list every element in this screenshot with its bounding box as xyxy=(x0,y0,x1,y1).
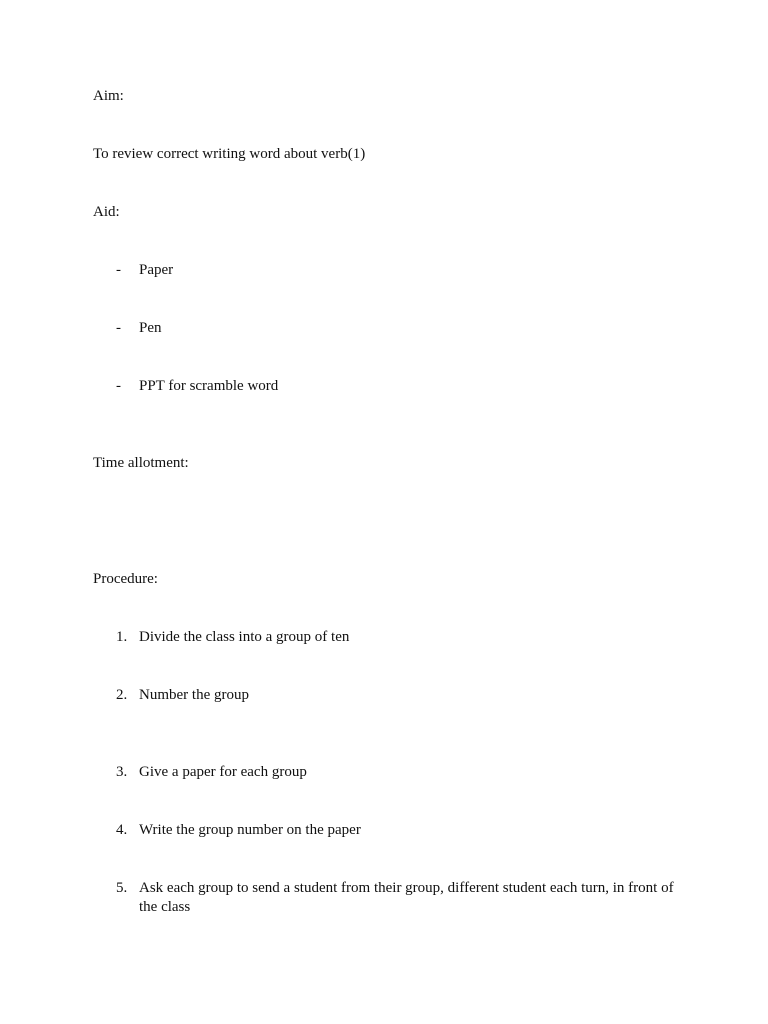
time-allotment-heading: Time allotment: xyxy=(93,455,189,471)
procedure-step-text: Write the group number on the paper xyxy=(139,822,361,838)
procedure-step-number: 3. xyxy=(116,764,128,780)
aim-text: To review correct writing word about verb(1) xyxy=(93,146,366,162)
procedure-step-text: Number the group xyxy=(139,687,249,703)
procedure-step-number: 5. xyxy=(116,880,128,896)
procedure-step-text: Give a paper for each group xyxy=(139,764,307,780)
aim-heading: Aim: xyxy=(93,88,124,104)
aid-item-marker: - xyxy=(116,262,121,278)
procedure-step-text: Ask each group to send a student from their group, different student each turn, in front of the class xyxy=(139,880,674,915)
procedure-step-text: Divide the class into a group of ten xyxy=(139,629,350,645)
aid-item-text: Paper xyxy=(139,262,174,278)
aid-heading: Aid: xyxy=(93,204,120,220)
aid-item-text: Pen xyxy=(139,320,162,336)
aid-item-marker: - xyxy=(116,378,121,394)
aid-item-marker: - xyxy=(116,320,121,336)
procedure-heading: Procedure: xyxy=(93,571,158,587)
procedure-step-number: 4. xyxy=(116,822,128,838)
aid-item-text: PPT for scramble word xyxy=(139,378,279,394)
procedure-step-number: 2. xyxy=(116,687,128,703)
procedure-step-number: 1. xyxy=(116,629,128,645)
